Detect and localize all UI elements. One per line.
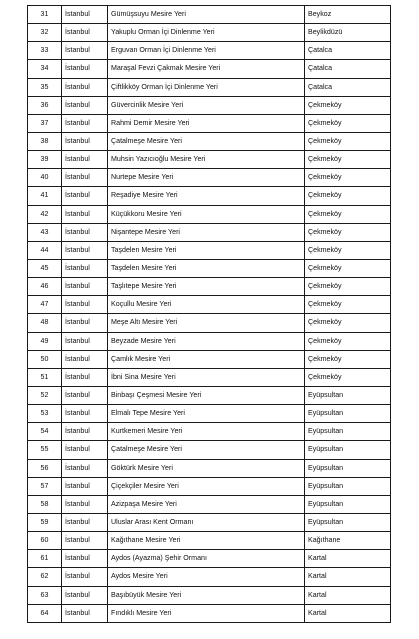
district-cell: Kartal xyxy=(305,586,391,604)
table-row xyxy=(28,6,391,24)
district-cell: Beykoz xyxy=(305,6,391,24)
table-row xyxy=(28,241,391,259)
city-cell: İstanbul xyxy=(62,24,108,42)
city-cell: İstanbul xyxy=(62,205,108,223)
site-name-cell: Taşdelen Mesire Yeri xyxy=(108,241,305,259)
table-row xyxy=(28,151,391,169)
table-body xyxy=(28,6,391,623)
row-number-cell: 55 xyxy=(28,441,62,459)
table-row xyxy=(28,405,391,423)
district-cell: Çekmeköy xyxy=(305,151,391,169)
site-name-cell: Kurtkemeri Mesire Yeri xyxy=(108,423,305,441)
district-cell: Çatalca xyxy=(305,78,391,96)
district-cell: Çekmeköy xyxy=(305,114,391,132)
row-number-cell: 34 xyxy=(28,60,62,78)
table-row xyxy=(28,604,391,622)
recreation-area-table xyxy=(27,5,391,623)
city-cell: İstanbul xyxy=(62,423,108,441)
city-cell: İstanbul xyxy=(62,187,108,205)
row-number-cell: 45 xyxy=(28,259,62,277)
district-cell: Çekmeköy xyxy=(305,169,391,187)
row-number-cell: 61 xyxy=(28,550,62,568)
row-number-cell: 42 xyxy=(28,205,62,223)
city-cell: İstanbul xyxy=(62,513,108,531)
city-cell: İstanbul xyxy=(62,169,108,187)
site-name-cell: Beyzade Mesire Yeri xyxy=(108,332,305,350)
site-name-cell: Göktürk Mesire Yeri xyxy=(108,459,305,477)
district-cell: Çekmeköy xyxy=(305,296,391,314)
row-number-cell: 47 xyxy=(28,296,62,314)
row-number-cell: 49 xyxy=(28,332,62,350)
row-number-cell: 57 xyxy=(28,477,62,495)
row-number-cell: 44 xyxy=(28,241,62,259)
city-cell: İstanbul xyxy=(62,350,108,368)
table-row xyxy=(28,205,391,223)
site-name-cell: Maraşal Fevzi Çakmak Mesire Yeri xyxy=(108,60,305,78)
row-number-cell: 31 xyxy=(28,6,62,24)
city-cell: İstanbul xyxy=(62,368,108,386)
district-cell: Eyüpsultan xyxy=(305,513,391,531)
city-cell: İstanbul xyxy=(62,60,108,78)
row-number-cell: 56 xyxy=(28,459,62,477)
table-row xyxy=(28,169,391,187)
city-cell: İstanbul xyxy=(62,114,108,132)
district-cell: Çekmeköy xyxy=(305,132,391,150)
city-cell: İstanbul xyxy=(62,459,108,477)
site-name-cell: Nurtepe Mesire Yeri xyxy=(108,169,305,187)
district-cell: Çatalca xyxy=(305,42,391,60)
site-name-cell: Kağıthane Mesire Yeri xyxy=(108,532,305,550)
table-row xyxy=(28,423,391,441)
district-cell: Çatalca xyxy=(305,60,391,78)
row-number-cell: 40 xyxy=(28,169,62,187)
city-cell: İstanbul xyxy=(62,259,108,277)
city-cell: İstanbul xyxy=(62,332,108,350)
table-row xyxy=(28,459,391,477)
row-number-cell: 60 xyxy=(28,532,62,550)
site-name-cell: Uluslar Arası Kent Ormanı xyxy=(108,513,305,531)
district-cell: Çekmeköy xyxy=(305,96,391,114)
site-name-cell: Erguvan Orman İçi Dinlenme Yeri xyxy=(108,42,305,60)
table-row xyxy=(28,24,391,42)
table-row xyxy=(28,332,391,350)
row-number-cell: 62 xyxy=(28,568,62,586)
table-row xyxy=(28,132,391,150)
table-row xyxy=(28,513,391,531)
site-name-cell: Koçullu Mesire Yeri xyxy=(108,296,305,314)
district-cell: Eyüpsultan xyxy=(305,386,391,404)
city-cell: İstanbul xyxy=(62,495,108,513)
table-row xyxy=(28,495,391,513)
row-number-cell: 64 xyxy=(28,604,62,622)
site-name-cell: Taşlıtepe Mesire Yeri xyxy=(108,278,305,296)
city-cell: İstanbul xyxy=(62,151,108,169)
row-number-cell: 41 xyxy=(28,187,62,205)
city-cell: İstanbul xyxy=(62,550,108,568)
district-cell: Çekmeköy xyxy=(305,368,391,386)
site-name-cell: Çatalmeşe Mesire Yeri xyxy=(108,132,305,150)
row-number-cell: 35 xyxy=(28,78,62,96)
site-name-cell: Çiftlikköy Orman İçi Dinlenme Yeri xyxy=(108,78,305,96)
table-row xyxy=(28,368,391,386)
row-number-cell: 39 xyxy=(28,151,62,169)
city-cell: İstanbul xyxy=(62,532,108,550)
city-cell: İstanbul xyxy=(62,241,108,259)
row-number-cell: 50 xyxy=(28,350,62,368)
district-cell: Çekmeköy xyxy=(305,278,391,296)
site-name-cell: Güvercinlik Mesire Yeri xyxy=(108,96,305,114)
table-row xyxy=(28,477,391,495)
district-cell: Çekmeköy xyxy=(305,223,391,241)
district-cell: Eyüpsultan xyxy=(305,459,391,477)
site-name-cell: Gümüşsuyu Mesire Yeri xyxy=(108,6,305,24)
district-cell: Eyüpsultan xyxy=(305,423,391,441)
site-name-cell: İbni Sina Mesire Yeri xyxy=(108,368,305,386)
row-number-cell: 63 xyxy=(28,586,62,604)
row-number-cell: 58 xyxy=(28,495,62,513)
row-number-cell: 32 xyxy=(28,24,62,42)
district-cell: Eyüpsultan xyxy=(305,477,391,495)
row-number-cell: 59 xyxy=(28,513,62,531)
city-cell: İstanbul xyxy=(62,568,108,586)
district-cell: Çekmeköy xyxy=(305,241,391,259)
site-name-cell: Başıbüyük Mesire Yeri xyxy=(108,586,305,604)
table-row xyxy=(28,223,391,241)
site-name-cell: Muhsin Yazıcıoğlu Mesire Yeri xyxy=(108,151,305,169)
table-row xyxy=(28,586,391,604)
district-cell: Çekmeköy xyxy=(305,332,391,350)
table-row xyxy=(28,42,391,60)
district-cell: Çekmeköy xyxy=(305,259,391,277)
city-cell: İstanbul xyxy=(62,604,108,622)
row-number-cell: 38 xyxy=(28,132,62,150)
district-cell: Çekmeköy xyxy=(305,314,391,332)
city-cell: İstanbul xyxy=(62,278,108,296)
table-row xyxy=(28,386,391,404)
site-name-cell: Reşadiye Mesire Yeri xyxy=(108,187,305,205)
district-cell: Kartal xyxy=(305,568,391,586)
site-name-cell: Küçükkoru Mesire Yeri xyxy=(108,205,305,223)
row-number-cell: 33 xyxy=(28,42,62,60)
table-row xyxy=(28,78,391,96)
district-cell: Kartal xyxy=(305,550,391,568)
row-number-cell: 43 xyxy=(28,223,62,241)
city-cell: İstanbul xyxy=(62,78,108,96)
district-cell: Çekmeköy xyxy=(305,187,391,205)
row-number-cell: 54 xyxy=(28,423,62,441)
site-name-cell: Elmalı Tepe Mesire Yeri xyxy=(108,405,305,423)
district-cell: Beylikdüzü xyxy=(305,24,391,42)
row-number-cell: 51 xyxy=(28,368,62,386)
site-name-cell: Rahmi Demir Mesire Yeri xyxy=(108,114,305,132)
row-number-cell: 48 xyxy=(28,314,62,332)
city-cell: İstanbul xyxy=(62,132,108,150)
table-row xyxy=(28,350,391,368)
city-cell: İstanbul xyxy=(62,405,108,423)
district-cell: Kağıthane xyxy=(305,532,391,550)
site-name-cell: Azizpaşa Mesire Yeri xyxy=(108,495,305,513)
site-name-cell: Aydos Mesire Yeri xyxy=(108,568,305,586)
table-row xyxy=(28,259,391,277)
table-row xyxy=(28,568,391,586)
site-name-cell: Çamlık Mesire Yeri xyxy=(108,350,305,368)
site-name-cell: Yakuplu Orman İçi Dinlenme Yeri xyxy=(108,24,305,42)
city-cell: İstanbul xyxy=(62,586,108,604)
city-cell: İstanbul xyxy=(62,96,108,114)
district-cell: Çekmeköy xyxy=(305,205,391,223)
row-number-cell: 52 xyxy=(28,386,62,404)
district-cell: Çekmeköy xyxy=(305,350,391,368)
table-row xyxy=(28,296,391,314)
city-cell: İstanbul xyxy=(62,296,108,314)
row-number-cell: 37 xyxy=(28,114,62,132)
table-row xyxy=(28,114,391,132)
district-cell: Eyüpsultan xyxy=(305,495,391,513)
city-cell: İstanbul xyxy=(62,477,108,495)
row-number-cell: 36 xyxy=(28,96,62,114)
row-number-cell: 53 xyxy=(28,405,62,423)
site-name-cell: Çiçekçiler Mesire Yeri xyxy=(108,477,305,495)
district-cell: Kartal xyxy=(305,604,391,622)
city-cell: İstanbul xyxy=(62,6,108,24)
city-cell: İstanbul xyxy=(62,441,108,459)
site-name-cell: Meşe Altı Mesire Yeri xyxy=(108,314,305,332)
district-cell: Eyüpsultan xyxy=(305,441,391,459)
city-cell: İstanbul xyxy=(62,223,108,241)
site-name-cell: Fındıklı Mesire Yeri xyxy=(108,604,305,622)
table-row xyxy=(28,96,391,114)
site-name-cell: Nişantepe Mesire Yeri xyxy=(108,223,305,241)
site-name-cell: Taşdelen Mesire Yeri xyxy=(108,259,305,277)
site-name-cell: Aydos (Ayazma) Şehir Ormanı xyxy=(108,550,305,568)
table-row xyxy=(28,441,391,459)
city-cell: İstanbul xyxy=(62,42,108,60)
table-row xyxy=(28,532,391,550)
city-cell: İstanbul xyxy=(62,386,108,404)
row-number-cell: 46 xyxy=(28,278,62,296)
table-row xyxy=(28,187,391,205)
city-cell: İstanbul xyxy=(62,314,108,332)
table-row xyxy=(28,550,391,568)
site-name-cell: Çatalmeşe Mesire Yeri xyxy=(108,441,305,459)
table-row xyxy=(28,314,391,332)
site-name-cell: Binbaşı Çeşmesi Mesire Yeri xyxy=(108,386,305,404)
table-row xyxy=(28,60,391,78)
district-cell: Eyüpsultan xyxy=(305,405,391,423)
table-row xyxy=(28,278,391,296)
